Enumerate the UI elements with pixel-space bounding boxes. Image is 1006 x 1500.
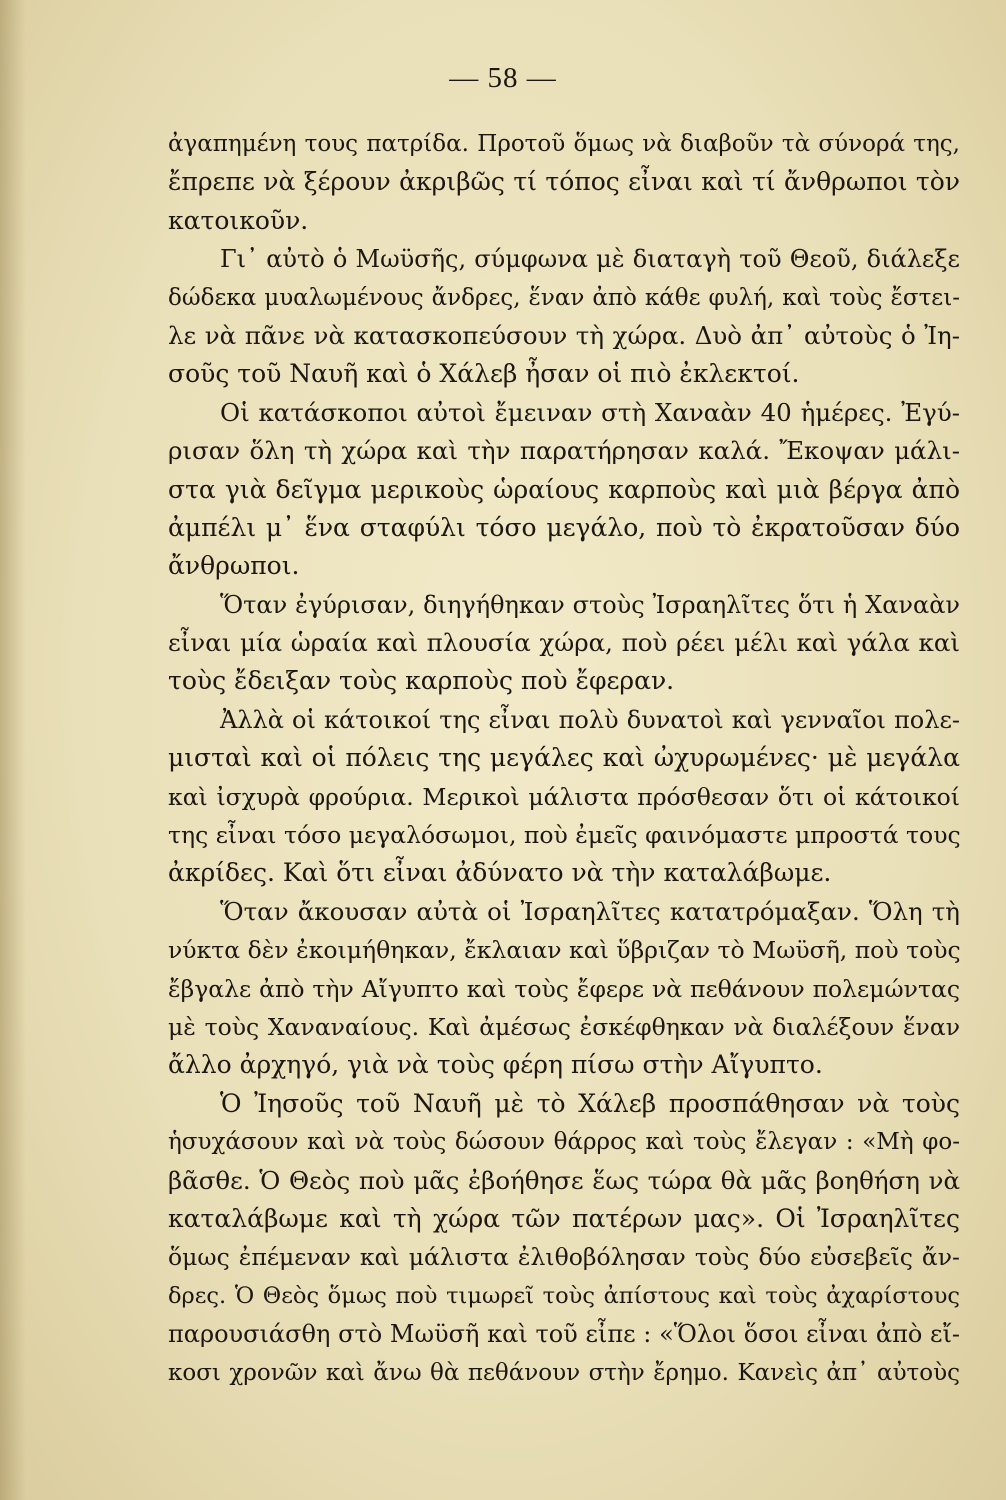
text-line: τοὺς ἔδειξαν τοὺς καρποὺς ποὺ ἔφεραν. (168, 666, 675, 696)
text-line: μὲ τοὺς Χαναναίους. Καὶ ἀμέσως ἐσκέφθηκαν νὰ διαλέξουν ἕναν (168, 1012, 960, 1041)
text-line: σοῦς τοῦ Ναυῆ καὶ ὁ Χάλεβ ἦσαν οἱ πιὸ ἐκλεκτοί. (168, 359, 800, 389)
text-line: Ὅταν ἄκουσαν αὐτὰ οἱ Ἰσραηλῖτες κατατρόμαξαν. Ὅλη τὴ (220, 896, 960, 926)
page-number: — 58 — (449, 62, 557, 94)
text-line: ἀκρίδες. Καὶ ὅτι εἶναι ἀδύνατο νὰ τὴν καταλάβωμε. (168, 858, 832, 888)
text-line: δρες. Ὁ Θεὸς ὅμως ποὺ τιμωρεῖ τοὺς ἀπίστους καὶ τοὺς ἀχαρίστους (168, 1282, 960, 1309)
text-line: Ἀλλὰ οἱ κάτοικοί της εἶναι πολὺ δυνατοὶ καὶ γενναῖοι πολε- (220, 705, 960, 734)
text-line: Οἱ κατάσκοποι αὐτοὶ ἔμειναν στὴ Χαναὰν 40 ἡμέρες. Ἐγύ- (220, 397, 960, 427)
text-line: καὶ ἰσχυρὰ φρούρια. Μερικοὶ μάλιστα πρόσθεσαν ὅτι οἱ κάτοικοί (168, 782, 960, 811)
text-line: Ὅταν ἐγύρισαν, διηγήθηκαν στοὺς Ἰσραηλῖτες ὅτι ἡ Χαναὰν (220, 590, 960, 619)
text-line: νύκτα δὲν ἐκοιμήθηκαν, ἔκλαιαν καὶ ὕβριζαν τὸ Μωϋσῆ, ποὺ τοὺς (168, 936, 961, 965)
text-line: ἀμπέλι μ᾿ ἕνα σταφύλι τόσο μεγάλο, ποὺ τὸ ἐκρατοῦσαν δύο (168, 512, 960, 542)
text-line: εἶναι μία ὡραία καὶ πλουσία χώρα, ποὺ ρέει μέλι καὶ γάλα καὶ (168, 628, 960, 658)
text-line: κατοικοῦν. (168, 205, 309, 235)
text-line: κοσι χρονῶν καὶ ἄνω θὰ πεθάνουν στὴν ἔρημο. Κανεὶς ἀπ᾿ αὐτοὺς (168, 1359, 960, 1386)
text-line: ἔπρεπε νὰ ξέρουν ἀκριβῶς τί τόπος εἶναι καὶ τί ἄνθρωποι τὸν (168, 167, 960, 197)
text-line: παρουσιάσθη στὸ Μωϋσῆ καὶ τοῦ εἶπε : «Ὅλοι ὅσοι εἶναι ἀπὸ εἴ- (168, 1320, 960, 1349)
text-line: Ὁ Ἰησοῦς τοῦ Ναυῆ μὲ τὸ Χάλεβ προσπάθησαν νὰ τοὺς (220, 1088, 960, 1118)
text-line: ρισαν ὅλη τὴ χώρα καὶ τὴν παρατήρησαν καλά. Ἔκοψαν μάλι- (168, 436, 960, 466)
text-line: ἀγαπημένη τους πατρίδα. Προτοῦ ὅμως νὰ διαβοῦν τὰ σύνορά της, (168, 131, 960, 157)
text-line: ἄνθρωποι. (168, 551, 300, 581)
binding-shadow (0, 0, 26, 1500)
text-line: ἔβγαλε ἀπὸ τὴν Αἴγυπτο καὶ τοὺς ἔφερε νὰ πεθάνουν πολεμώντας (168, 974, 960, 1003)
text-line: ἄλλο ἀρχηγό, γιὰ νὰ τοὺς φέρη πίσω στὴν Αἴγυπτο. (168, 1050, 823, 1080)
text-line: ἡσυχάσουν καὶ νὰ τοὺς δώσουν θάρρος καὶ τοὺς ἔλεγαν : «Μὴ φο- (168, 1129, 960, 1156)
body-text (168, 125, 960, 1392)
text-line: μισταὶ καὶ οἱ πόλεις της μεγάλες καὶ ὠχυρωμένες· μὲ μεγάλα (168, 743, 960, 773)
text-line: δώδεκα μυαλωμένους ἄνδρες, ἕναν ἀπὸ κάθε φυλή, καὶ τοὺς ἔστει- (168, 284, 960, 311)
text-line: λε νὰ πᾶνε νὰ κατασκοπεύσουν τὴ χώρα. Δυὸ ἀπ᾿ αὐτοὺς ὁ Ἰη- (168, 320, 960, 350)
text-line: Γι᾿ αὐτὸ ὁ Μωϋσῆς, σύμφωνα μὲ διαταγὴ τοῦ Θεοῦ, διάλεξε (220, 245, 960, 274)
text-line: της εἶναι τόσο μεγαλόσωμοι, ποὺ ἐμεῖς φαινόμαστε μπροστά τους (168, 821, 961, 850)
text-line: στα γιὰ δεῖγμα μερικοὺς ὡραίους καρποὺς καὶ μιὰ βέργα ἀπὸ (168, 474, 960, 504)
text-line: καταλάβωμε καὶ τὴ χώρα τῶν πατέρων μας». Οἱ Ἰσραηλῖτες (168, 1203, 960, 1233)
text-line: ὅμως ἐπέμεναν καὶ μάλιστα ἐλιθοβόλησαν τοὺς δύο εὐσεβεῖς ἄν- (168, 1243, 960, 1272)
text-line: βᾶσθε. Ὁ Θεὸς ποὺ μᾶς ἐβοήθησε ἕως τώρα θὰ μᾶς βοηθήση νὰ (168, 1165, 960, 1195)
